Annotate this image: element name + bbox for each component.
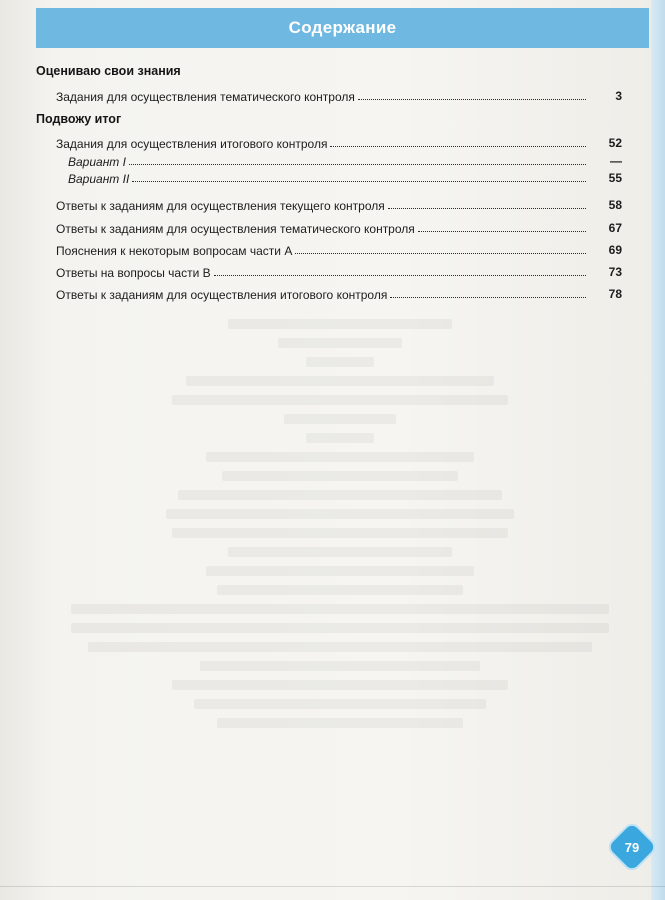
toc-subentry[interactable] bbox=[68, 151, 622, 169]
toc-entry-page: 58 bbox=[608, 198, 622, 212]
toc-entry-label: Ответы к заданиям для осуществления тематического контроля bbox=[56, 222, 415, 236]
toc-entry-label: Пояснения к некоторым вопросам части А bbox=[56, 244, 293, 258]
dot-leader bbox=[214, 275, 586, 276]
page-title: Содержание bbox=[288, 18, 397, 37]
toc-entry[interactable] bbox=[56, 240, 622, 258]
page-edge-strip bbox=[651, 0, 665, 900]
dot-leader bbox=[390, 297, 586, 298]
dot-leader bbox=[418, 231, 586, 232]
toc-entry[interactable] bbox=[56, 133, 622, 151]
section-heading-summary: Подвожу итог bbox=[36, 112, 122, 126]
section-heading-assess: Оцениваю свои знания bbox=[36, 64, 181, 78]
toc-entry-page: 67 bbox=[608, 221, 622, 235]
dot-leader bbox=[129, 164, 586, 165]
toc-entry[interactable] bbox=[56, 284, 622, 302]
toc-entry-page: 52 bbox=[608, 136, 622, 150]
toc-subentry[interactable] bbox=[68, 168, 622, 186]
toc-entry[interactable] bbox=[56, 218, 622, 236]
bottom-edge bbox=[0, 886, 665, 887]
toc-entry-page: 55 bbox=[608, 171, 622, 185]
toc-entry[interactable] bbox=[56, 86, 622, 104]
header-banner bbox=[36, 8, 649, 48]
toc-entry-page: 69 bbox=[608, 243, 622, 257]
toc-entry[interactable] bbox=[56, 262, 622, 280]
toc-entry-label: Задания для осуществления тематического контроля bbox=[56, 90, 355, 104]
toc-entry-label: Ответы к заданиям для осуществления итогового контроля bbox=[56, 288, 388, 302]
toc-entry-page: 78 bbox=[608, 287, 622, 301]
page-number: 79 bbox=[624, 839, 640, 855]
toc-entry-label: Ответы к заданиям для осуществления текущего контроля bbox=[56, 199, 385, 213]
toc-entry[interactable] bbox=[56, 195, 622, 213]
toc-entry-page: 73 bbox=[608, 265, 622, 279]
toc-entry-page: 3 bbox=[615, 89, 622, 103]
toc-entry-page: — bbox=[610, 154, 622, 168]
dot-leader bbox=[388, 208, 586, 209]
toc-entry-label: Задания для осуществления итогового контроля bbox=[56, 137, 328, 151]
dot-leader bbox=[295, 253, 586, 254]
toc-entry-label: Вариант I bbox=[68, 155, 126, 169]
dot-leader bbox=[358, 99, 586, 100]
dot-leader bbox=[132, 181, 586, 182]
dot-leader bbox=[330, 146, 586, 147]
toc-entry-label: Вариант II bbox=[68, 172, 130, 186]
toc-entry-label: Ответы на вопросы части В bbox=[56, 266, 211, 280]
